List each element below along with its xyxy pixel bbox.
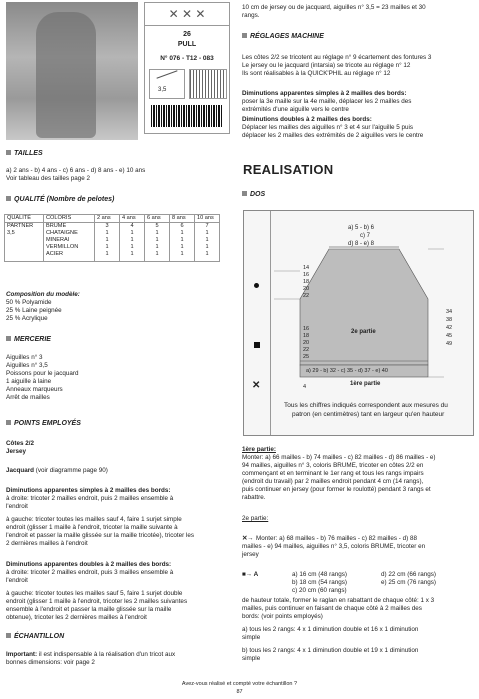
column-header: 10 ans [195,215,220,223]
realisation-title: REALISATION [243,162,334,177]
dim-simple-line: 2 dernières mailles à l'endroit [6,540,88,547]
neck-width-line2: c) 7 [360,233,371,239]
mercerie-item: Arrêt de mailles [6,394,50,401]
needle-size: 3,5 [158,87,167,93]
echantillon-heading: ÉCHANTILLON [6,633,64,640]
deuxieme-partie-after: simple [242,655,261,662]
premiere-partie-line: Monter: a) 66 mailles - b) 74 mailles - c) 82 mailles - d) 86 mailles - e) [242,454,436,461]
cell-value: 1 [155,230,159,236]
cell-value: 1 [155,251,159,257]
colors-cell [44,223,95,262]
total-height-label: 45 [446,333,453,339]
height-label: 20 [303,340,310,346]
cell-value: 1 [155,237,159,243]
height-label: 16 [303,326,310,332]
composition-line: 25 % Acrylique [6,315,48,322]
dim-simple-line: l'endroit [6,503,28,510]
height-label: 18 [303,333,310,339]
cell-value: 1 [155,244,159,250]
reglages-heading: RÉGLAGES MACHINE [242,33,324,40]
column-header: 8 ans [170,215,195,223]
page-number: 87 [236,689,243,695]
size-column [145,223,170,262]
dim-simple-line: endroit (glisser 1 maille à l'endroit, tricoter la maille suivante à [6,524,178,531]
pattern-item: PULL [177,41,197,48]
tailles-reference: Voir tableau des tailles page 2 [6,175,91,182]
echantillon-line: bonnes dimensions: voir page 2 [6,659,95,666]
column-header: COLORIS [44,215,95,223]
measure-e: e) 25 cm (76 rangs) [381,579,436,586]
barcode-icon [151,105,223,127]
dim-double-line: ensemble à l'endroit et passer la maille glissée sur la maille [6,606,172,613]
measure-c: c) 20 cm (60 rangs) [292,587,347,594]
color-name: VERMILLON [46,244,79,250]
child-silhouette [36,12,96,138]
points-heading: POINTS EMPLOYÉS [6,420,81,427]
deuxieme-partie-after: a) tous les 2 rangs: 4 x 1 diminution double et 16 x 1 diminution [242,626,419,633]
total-height-label: 34 [446,309,453,315]
mercerie-item: 1 aiguille à laine [6,378,52,385]
reglages-line: Le jersey ou le jacquard (intarsia) se tricote au réglage n° 12 [242,62,411,69]
dim-simple-line: à gauche: tricoter toutes les mailles sauf 4, faire 1 surjet simple [6,516,182,523]
gauge-line: rangs. [242,12,260,19]
deuxieme-partie-line: jersey [242,551,259,558]
cell-value: 1 [180,244,184,250]
section-square-icon [6,633,11,638]
section-square-icon [6,336,11,341]
section-square-icon [242,191,247,196]
premiere-partie-line: commençant et en terminant le 1er rang et tous les rangs impairs [242,470,424,477]
height-label: 25 [303,354,310,360]
deuxieme-partie-after: mailles, puis continuer en faisant de chaque côté à 2 mailles des [242,605,422,612]
composition-title: Composition du modèle: [6,291,80,298]
dos-heading: DOS [242,191,265,198]
cross-icon: ✕ [252,380,261,391]
height-label: 4 [303,384,307,390]
premiere-partie-line: (endroit du travail) par 2 mailles endroit pendant 4 cm (14 rangs), [242,478,424,485]
cell-value: 1 [205,251,209,257]
cell-value: 1 [205,237,209,243]
qualite-heading: QUALITÉ (Nombre de pelotes) [6,196,114,203]
column-header: 4 ans [120,215,145,223]
color-name: MINERAI [46,237,70,243]
jacquard-line [6,467,108,475]
pattern-header-box [144,2,230,134]
cell-value: 1 [105,237,109,243]
dim-simple-line: l'endroit et passer la maille glissée sur la maille tricotée), tricoter les [6,532,195,539]
size-column [120,223,145,262]
deuxieme-partie-title: 2e partie: [242,515,269,522]
cell-value: 1 [130,251,134,257]
jacquard-label: Jacquard [6,467,34,474]
footer-question: Avez-vous réalisé et compté votre échantillon ? [181,681,298,687]
cell-value: 1 [205,244,209,250]
cotes-title: Côtes 2/2 [6,440,34,447]
cell-value: 1 [205,230,209,236]
color-name: BRUME [46,223,67,229]
important-label: Important: [6,651,38,658]
size-column [170,223,195,262]
cell-value: 7 [205,223,209,229]
table-row [5,223,220,262]
mercerie-item: Poissons pour le jacquard [6,370,79,377]
reglages-dim-simple-title: Diminutions apparentes simples à 2 mailles des bords: [242,90,407,97]
section-square-icon [6,196,11,201]
model-photo [6,2,138,140]
cell-value: 6 [180,223,184,229]
column-header: QUALITÉ [5,215,44,223]
section-square-icon [6,420,11,425]
pattern-number: 26 [183,31,191,38]
dim-simple-title: Diminutions apparentes simples à 2 mailles des bords: [6,487,171,494]
premiere-partie-line: 94 mailles, aiguilles n° 3, coloris BRUME, tricoter en côtes 2/2 en [242,462,424,469]
deuxieme-partie-after: bords: (voir points employés) [242,613,323,620]
jersey-title: Jersey [6,448,26,455]
reglages-line: Ils sont réalisables à la QUICK'PHIL au réglage n° 12 [242,70,391,77]
size-column [95,223,120,262]
dim-double-line: obtenue), tricoter les 2 dernières mailles à l'endroit [6,614,147,621]
column-header: 2 ans [95,215,120,223]
echantillon-line [6,651,175,659]
size-column [195,223,220,262]
diagram-note: Tous les chiffres indiqués correspondent aux mesures du [284,402,448,409]
height-label: 22 [303,293,310,299]
machine-icon [189,69,227,99]
column-header: 6 ans [145,215,170,223]
cell-value: 1 [105,230,109,236]
dim-double-line: l'endroit [6,577,28,584]
dim-double-line: à droite: tricoter 2 mailles endroit, puis 3 mailles ensemble à [6,569,174,576]
premiere-partie-line: rabattre. [242,494,266,501]
reglages-dim-simple-line: poser la 3e maille sur la 4e maille, déplacer les 2 mailles des [242,98,412,105]
cell-value: 1 [105,251,109,257]
diagram-note: patron (en centimètres) tant en largeur qu'en hauteur [292,411,445,418]
neck-width-line1: a) 5 - b) 6 [348,225,375,231]
total-height-label: 49 [446,341,453,347]
measure-d: d) 22 cm (66 rangs) [381,571,436,578]
neck-width-line3: d) 8 - e) 8 [348,241,375,247]
total-height-label: 38 [446,317,453,323]
part-2-label: 2e partie [351,329,376,335]
cell-value: 1 [105,244,109,250]
tailles-sizes: a) 2 ans - b) 4 ans - c) 6 ans - d) 8 ans - e) 10 ans [6,167,146,174]
section-square-icon [242,33,247,38]
cell-value: 4 [130,223,134,229]
table-header-row [5,215,220,223]
composition-line: 25 % Laine peignée [6,307,62,314]
total-height-label: 42 [446,325,453,331]
cell-value: 1 [180,230,184,236]
cell-value: 3 [105,223,109,229]
gauge-line: 10 cm de jersey ou de jacquard, aiguilles n° 3,5 = 23 mailles et 30 [242,4,426,11]
cell-value: 5 [155,223,159,229]
deuxieme-partie-line: Monter: a) 68 mailles - b) 76 mailles - c) 82 mailles - d) 88 [256,535,417,542]
reglages-dim-double-line: Déplacer les mailles des aiguilles n° 3 et 4 sur l'aiguille 5 puis [242,124,414,131]
measure-b: b) 18 cm (54 rangs) [292,579,347,586]
mercerie-item: Anneaux marqueurs [6,386,63,393]
echantillon-text: il est indispensable à la réalisation d'un tricot aux [37,651,176,658]
tailles-heading: TAILLES [6,150,43,157]
pattern-reference: N° 076 - T12 - 083 [160,55,214,62]
dim-simple-line: à droite: tricoter 2 mailles endroit, puis 2 mailles ensemble à [6,495,174,502]
color-name: CHATAIGNE [46,230,78,236]
deuxieme-partie-after: b) tous les 2 rangs: 4 x 1 diminution double et 19 x 1 diminution [242,647,419,654]
cross-arrow-icon: ✕→ [242,535,254,542]
height-label: 22 [303,347,310,353]
deuxieme-partie-line: mailles - e) 94 mailles, aiguilles n° 3,5, coloris BRUME, tricoter en [242,543,426,550]
reglages-line: Les côtes 2/2 se tricotent au réglage n° 9 écartement des fontures 3 [242,54,432,61]
deuxieme-partie-after: de hauteur totale, former le raglan en rabattant de chaque côté: 1 x 3 [242,597,435,604]
color-name: ACIER [46,251,64,257]
reglages-dim-simple-line: extrémités d'une aiguille vers le centre [242,106,349,113]
needle-symbols: ✕ ✕ ✕ [145,3,229,26]
dos-diagram [243,210,474,436]
height-label: 14 [303,265,310,271]
cell-value: 1 [130,230,134,236]
jacquard-text: (voir diagramme page 90) [34,467,108,474]
reglages-dim-double-title: Diminutions doubles à 2 mailles des bords: [242,116,372,123]
premiere-partie-line: puis continuer en jersey (pour former le roulotté) pendant 3 rangs et [242,486,431,493]
cell-value: 1 [130,237,134,243]
cell-value: 1 [180,237,184,243]
qualite-table [4,214,220,262]
cell-value: 1 [130,244,134,250]
premiere-partie-title: 1ère partie: [242,446,276,453]
deuxieme-partie-after: simple [242,634,261,641]
reglages-dim-double-line: déplacer les 2 mailles des extrémités de 2 aiguilles vers le centre [242,132,424,139]
mercerie-item: Aiguilles n° 3 [6,354,43,361]
quality-name: PARTNER 3,5 [5,223,44,262]
dim-double-title: Diminutions apparentes doubles à 2 mailles des bords: [6,561,172,568]
height-label: 18 [303,279,310,285]
width-label: a) 29 - b) 32 - c) 35 - d) 37 - e) 40 [306,368,388,374]
measure-a: a) 16 cm (48 rangs) [292,571,347,578]
dim-double-line: à gauche: tricoter toutes les mailles sauf 5, faire 1 surjet double [6,590,183,597]
mercerie-item: Aiguilles n° 3,5 [6,362,48,369]
cell-value: 1 [180,251,184,257]
mercerie-heading: MERCERIE [6,336,51,343]
height-label: 20 [303,286,310,292]
dim-double-line: endroit (glisser 1 maille à l'endroit, tricoter les 2 mailles suivantes [6,598,188,605]
square-arrow-icon: ■→ A [242,571,259,578]
part-1-label: 1ère partie [350,381,381,387]
needle-size-icon [149,69,185,99]
section-square-icon [6,150,11,155]
composition-line: 50 % Polyamide [6,299,52,306]
height-label: 16 [303,272,310,278]
